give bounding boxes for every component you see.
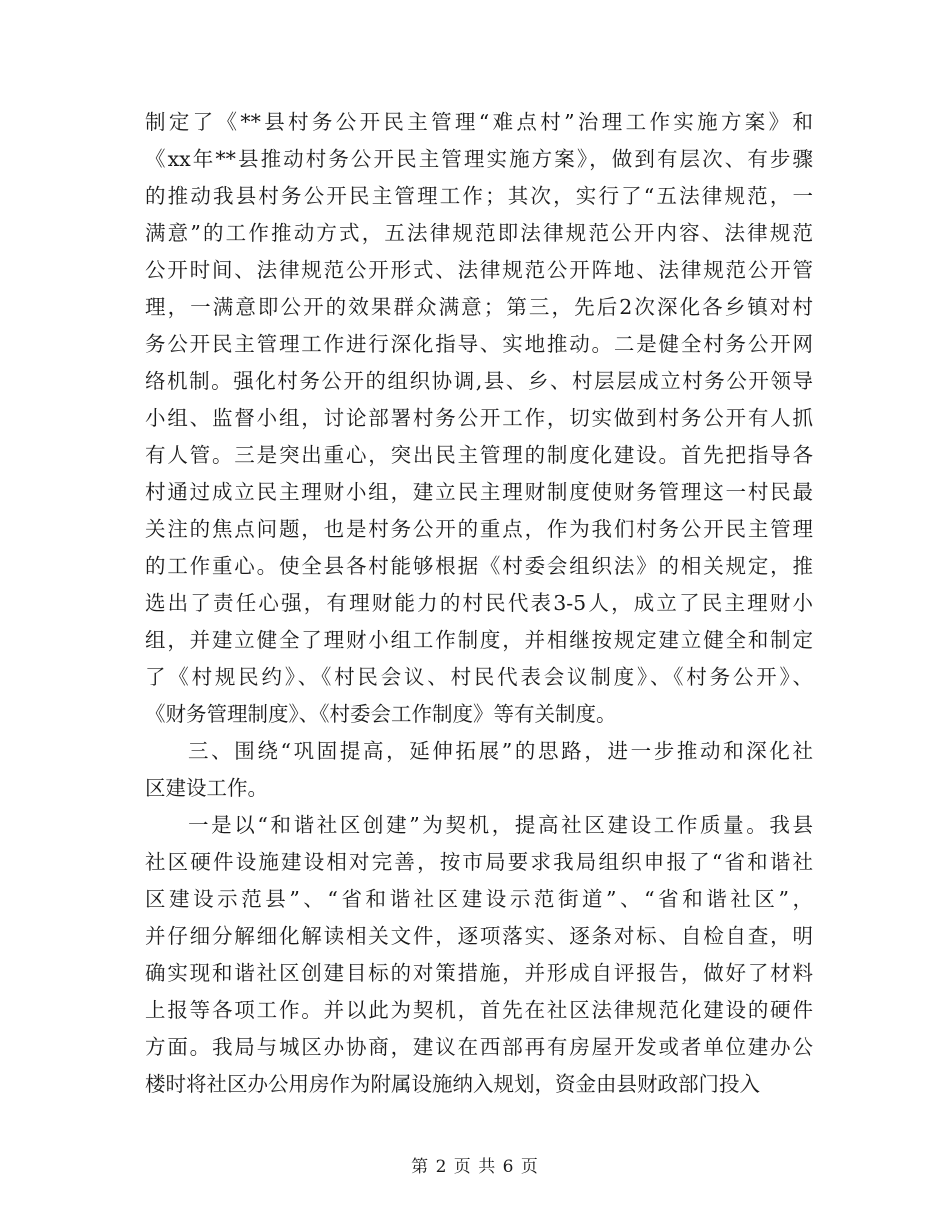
paragraph-line: 社区硬件设施建设相对完善，按市局要求我局组织申报了“省和谐社 — [145, 850, 813, 874]
paragraph-line: 理，一满意即公开的效果群众满意；第三，先后2次深化各乡镇对村 — [145, 295, 813, 319]
paragraph-line: 制定了《**县村务公开民主管理“难点村”治理工作实施方案》和 — [145, 110, 813, 134]
paragraph-line: 村通过成立民主理财小组，建立民主理财制度使财务管理这一村民最 — [145, 480, 813, 504]
paragraph-line: 三、围绕“巩固提高，延伸拓展”的思路，进一步推动和深化社 — [188, 739, 813, 763]
paragraph-line: 小组、监督小组，讨论部署村务公开工作，切实做到村务公开有人抓 — [145, 406, 813, 430]
paragraph-line: 关注的焦点问题，也是村务公开的重点，作为我们村务公开民主管理 — [145, 517, 813, 541]
paragraph-line: 有人管。三是突出重心，突出民主管理的制度化建设。首先把指导各 — [145, 443, 813, 467]
paragraph-line: 区建设工作。 — [145, 776, 268, 800]
paragraph-line: 络机制。强化村务公开的组织协调,县、乡、村层层成立村务公开领导 — [145, 369, 813, 393]
paragraph-line: 《xx年**县推动村务公开民主管理实施方案》，做到有层次、有步骤 — [145, 147, 813, 171]
paragraph-line: 上报等各项工作。并以此为契机，首先在社区法律规范化建设的硬件 — [145, 998, 813, 1022]
page-footer: 第 2 页 共 6 页 — [411, 1157, 539, 1177]
paragraph-line: 了《村规民约》、《村民会议、村民代表会议制度》、《村务公开》、 — [145, 665, 813, 689]
paragraph-line: 区建设示范县”、“省和谐社区建设示范街道”、“省和谐社区”， — [145, 887, 813, 911]
paragraph-line: 的工作重心。使全县各村能够根据《村委会组织法》的相关规定，推 — [145, 554, 813, 578]
paragraph-line: 确实现和谐社区创建目标的对策措施，并形成自评报告，做好了材料 — [145, 961, 813, 985]
paragraph-line: 满意”的工作推动方式，五法律规范即法律规范公开内容、法律规范 — [145, 221, 813, 245]
paragraph-line: 一是以“和谐社区创建”为契机，提高社区建设工作质量。我县 — [188, 813, 813, 837]
paragraph-line: 并仔细分解细化解读相关文件，逐项落实、逐条对标、自检自查，明 — [145, 924, 813, 948]
paragraph-line: 方面。我局与城区办协商，建议在西部再有房屋开发或者单位建办公 — [145, 1035, 813, 1059]
paragraph-line: 《财务管理制度》、《村委会工作制度》等有关制度。 — [145, 702, 617, 726]
paragraph-line: 的推动我县村务公开民主管理工作；其次，实行了“五法律规范，一 — [145, 184, 813, 208]
paragraph-line: 选出了责任心强，有理财能力的村民代表3-5人，成立了民主理财小 — [145, 591, 813, 615]
paragraph-line: 务公开民主管理工作进行深化指导、实地推动。二是健全村务公开网 — [145, 332, 813, 356]
paragraph-line: 公开时间、法律规范公开形式、法律规范公开阵地、法律规范公开管 — [145, 258, 813, 282]
paragraph-line: 楼时将社区办公用房作为附属设施纳入规划，资金由县财政部门投入 — [145, 1072, 760, 1096]
document-body — [145, 104, 813, 1103]
paragraph-line: 组，并建立健全了理财小组工作制度，并相继按规定建立健全和制定 — [145, 628, 813, 652]
